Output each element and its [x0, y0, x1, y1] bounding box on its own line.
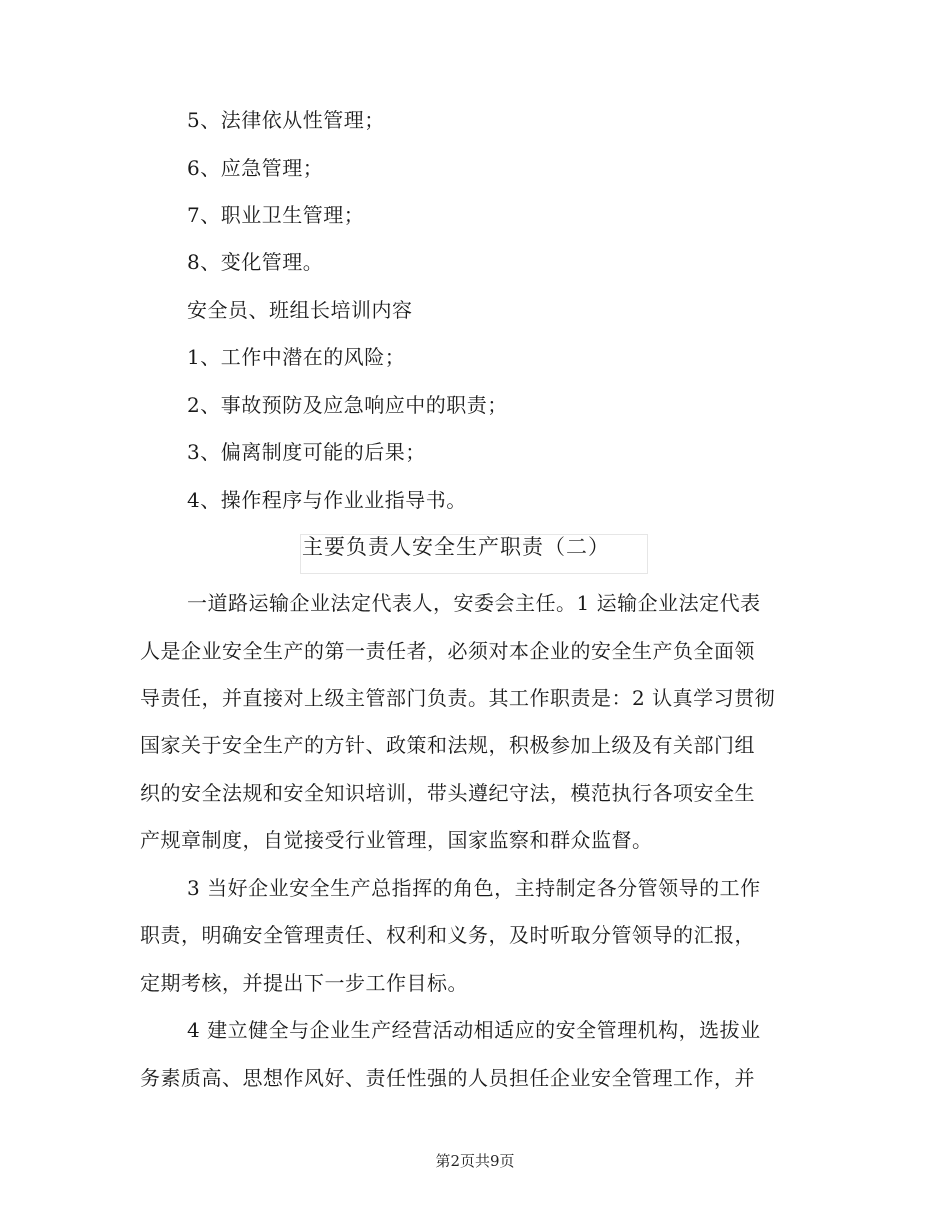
paragraph-line: 一道路运输企业法定代表人，安委会主任。1 运输企业法定代表 [187, 591, 761, 615]
paragraph-line: 人是企业安全生产的第一责任者，必须对本企业的安全生产负全面领 [140, 639, 755, 663]
section-heading: 主要负责人安全生产职责（二） [302, 535, 610, 559]
list-item: 6、应急管理； [187, 156, 324, 180]
list-item: 1、工作中潜在的风险； [187, 345, 406, 369]
paragraph-line: 3 当好企业安全生产总指挥的角色，主持制定各分管领导的工作 [187, 876, 761, 900]
paragraph-line: 4 建立健全与企业生产经营活动相适应的安全管理机构，选拔业 [187, 1018, 761, 1042]
paragraph-line: 织的安全法规和安全知识培训，带头遵纪守法，模范执行各项安全生 [140, 781, 755, 805]
paragraph-line: 务素质高、思想作风好、责任性强的人员担任企业安全管理工作，并 [140, 1066, 755, 1090]
paragraph-line: 产规章制度，自觉接受行业管理，国家监察和群众监督。 [140, 828, 653, 852]
page-number-footer: 第2页共9页 [435, 1152, 515, 1170]
paragraph-line: 职责，明确安全管理责任、权利和义务，及时听取分管领导的汇报， [140, 923, 755, 947]
list-item: 3、偏离制度可能的后果； [187, 440, 426, 464]
list-item: 4、操作程序与作业业指导书。 [187, 488, 467, 512]
list-item: 2、事故预防及应急响应中的职责； [187, 393, 508, 417]
list-item: 5、法律依从性管理； [187, 108, 385, 132]
list-item: 7、职业卫生管理； [187, 203, 365, 227]
paragraph-line: 国家关于安全生产的方针、政策和法规，积极参加上级及有关部门组 [140, 733, 755, 757]
training-title: 安全员、班组长培训内容 [187, 298, 413, 322]
list-item: 8、变化管理。 [187, 250, 324, 274]
paragraph-line: 定期考核，并提出下一步工作目标。 [140, 971, 468, 995]
paragraph-line: 导责任，并直接对上级主管部门负责。其工作职责是：2 认真学习贯彻 [140, 686, 776, 710]
